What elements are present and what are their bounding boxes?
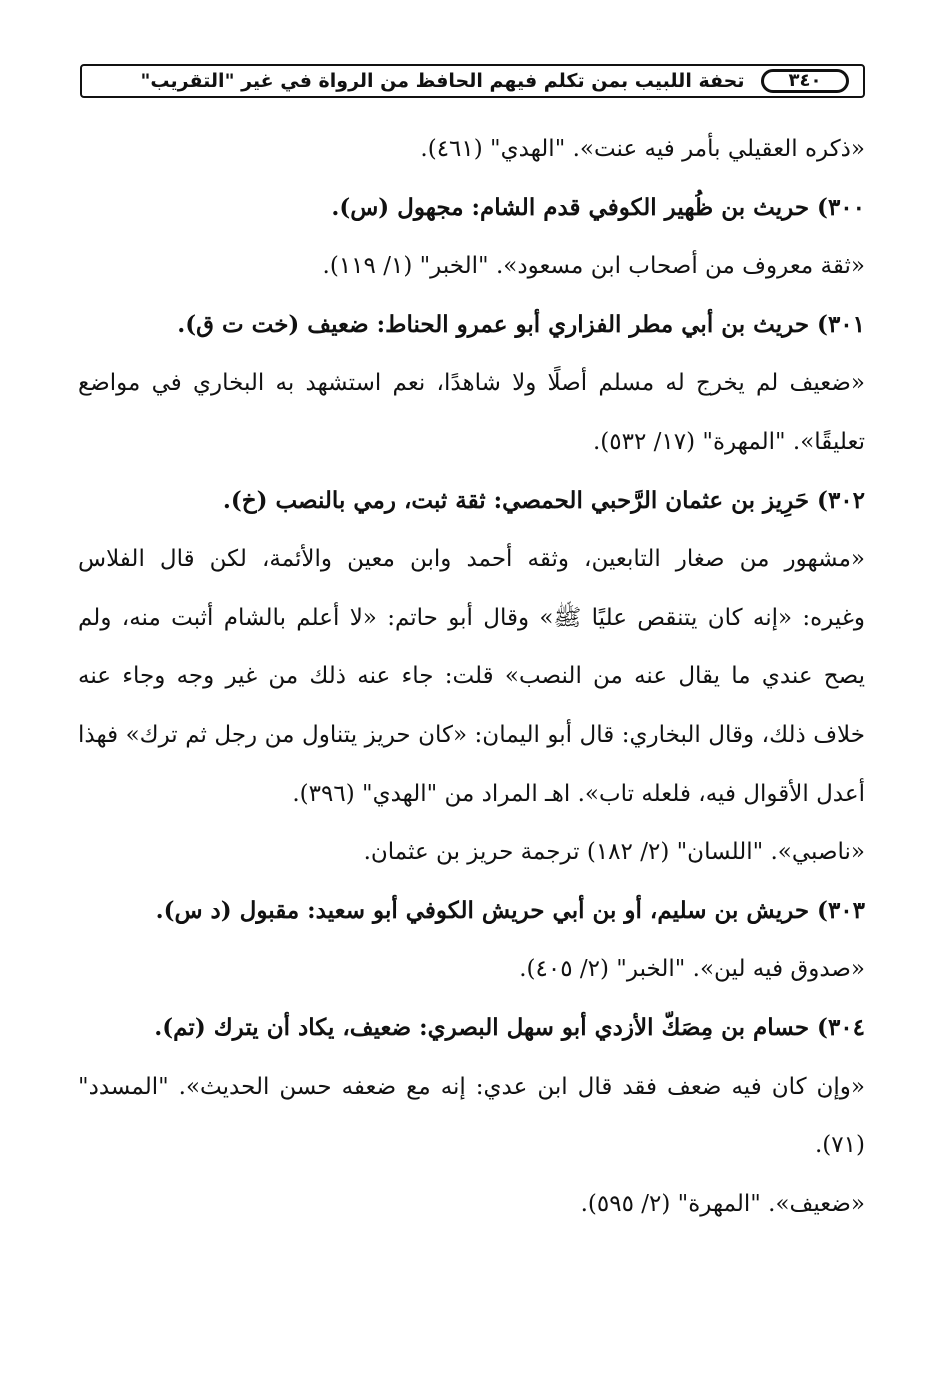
text-line: «ذكره العقيلي بأمر فيه عنت». "الهدي" (٤٦١). [420,136,865,162]
text-line: تعليقًا». "المهرة" (١٧/ ٥٣٢). [592,428,865,455]
entry-heading-300: ٣٠٠) حريث بن ظُهير الكوفي قدم الشام: مجهول (س). [331,193,865,221]
page-number: ٣٤٠ [761,69,849,93]
header-title: تحفة اللبيب بمن تكلم فيهم الحافظ من الرواة في غير "التقريب" [140,70,745,92]
text-line: «وإن كان فيه ضعف فقد قال ابن عدي: إنه مع ضعفه حسن الحديث». "المسدد" [78,1073,865,1100]
text-line: أعدل الأقوال فيه، فلعله تاب». اهـ المراد من "الهدي" (٣٩٦). [292,780,865,807]
text-line: «ضعيف». "المهرة" (٢/ ٥٩٥). [580,1190,865,1217]
entry-heading-302: ٣٠٢) حَرِيز بن عثمان الرَّحبي الحمصي: ثقة ثبت، رمي بالنصب (خ). [222,486,865,514]
text-line: «ثقة معروف من أصحاب ابن مسعود». "الخبر" (١/ ١١٩). [322,253,865,280]
text-line: «ناصبي». "اللسان" (٢/ ١٨٢) ترجمة حريز بن عثمان. [363,839,865,866]
entry-heading-301: ٣٠١) حريث بن أبي مطر الفزاري أبو عمرو الحناط: ضعيف (خت ت ق). [177,310,865,338]
text-line: خلاف ذلك، وقال البخاري: قال أبو اليمان: «كان حريز يتناول من رجل ثم ترك» فهذا [78,721,865,748]
text-line: (٧١). [815,1132,865,1159]
entry-heading-303: ٣٠٣) حريش بن سليم، أو بن أبي حريش الكوفي أبو سعيد: مقبول (د س). [155,896,865,924]
entry-heading-304: ٣٠٤) حسام بن مِصَكّ الأزدي أبو سهل البصري: ضعيف، يكاد أن يترك (تم). [154,1013,865,1041]
page-body [78,120,865,1233]
text-line: وغيره: «إنه كان يتنقص عليًا ﷺ» وقال أبو حاتم: «لا أعلم بالشام أثبت منه، ولم [78,604,865,631]
text-line: «مشهور من صغار التابعين، وثقه أحمد وابن معين والأئمة، لكن قال الفلاس [78,546,865,573]
text-line: «صدوق فيه لين». "الخبر" (٢/ ٤٠٥). [519,956,865,983]
text-line: يصح عندي ما يقال عنه من النصب» قلت: جاء عنه ذلك من غير وجه وجاء عنه [78,663,865,690]
page-header [80,64,865,98]
text-line: «ضعيف لم يخرج له مسلم أصلًا ولا شاهدًا، نعم استشهد به البخاري في مواضع [78,370,865,397]
